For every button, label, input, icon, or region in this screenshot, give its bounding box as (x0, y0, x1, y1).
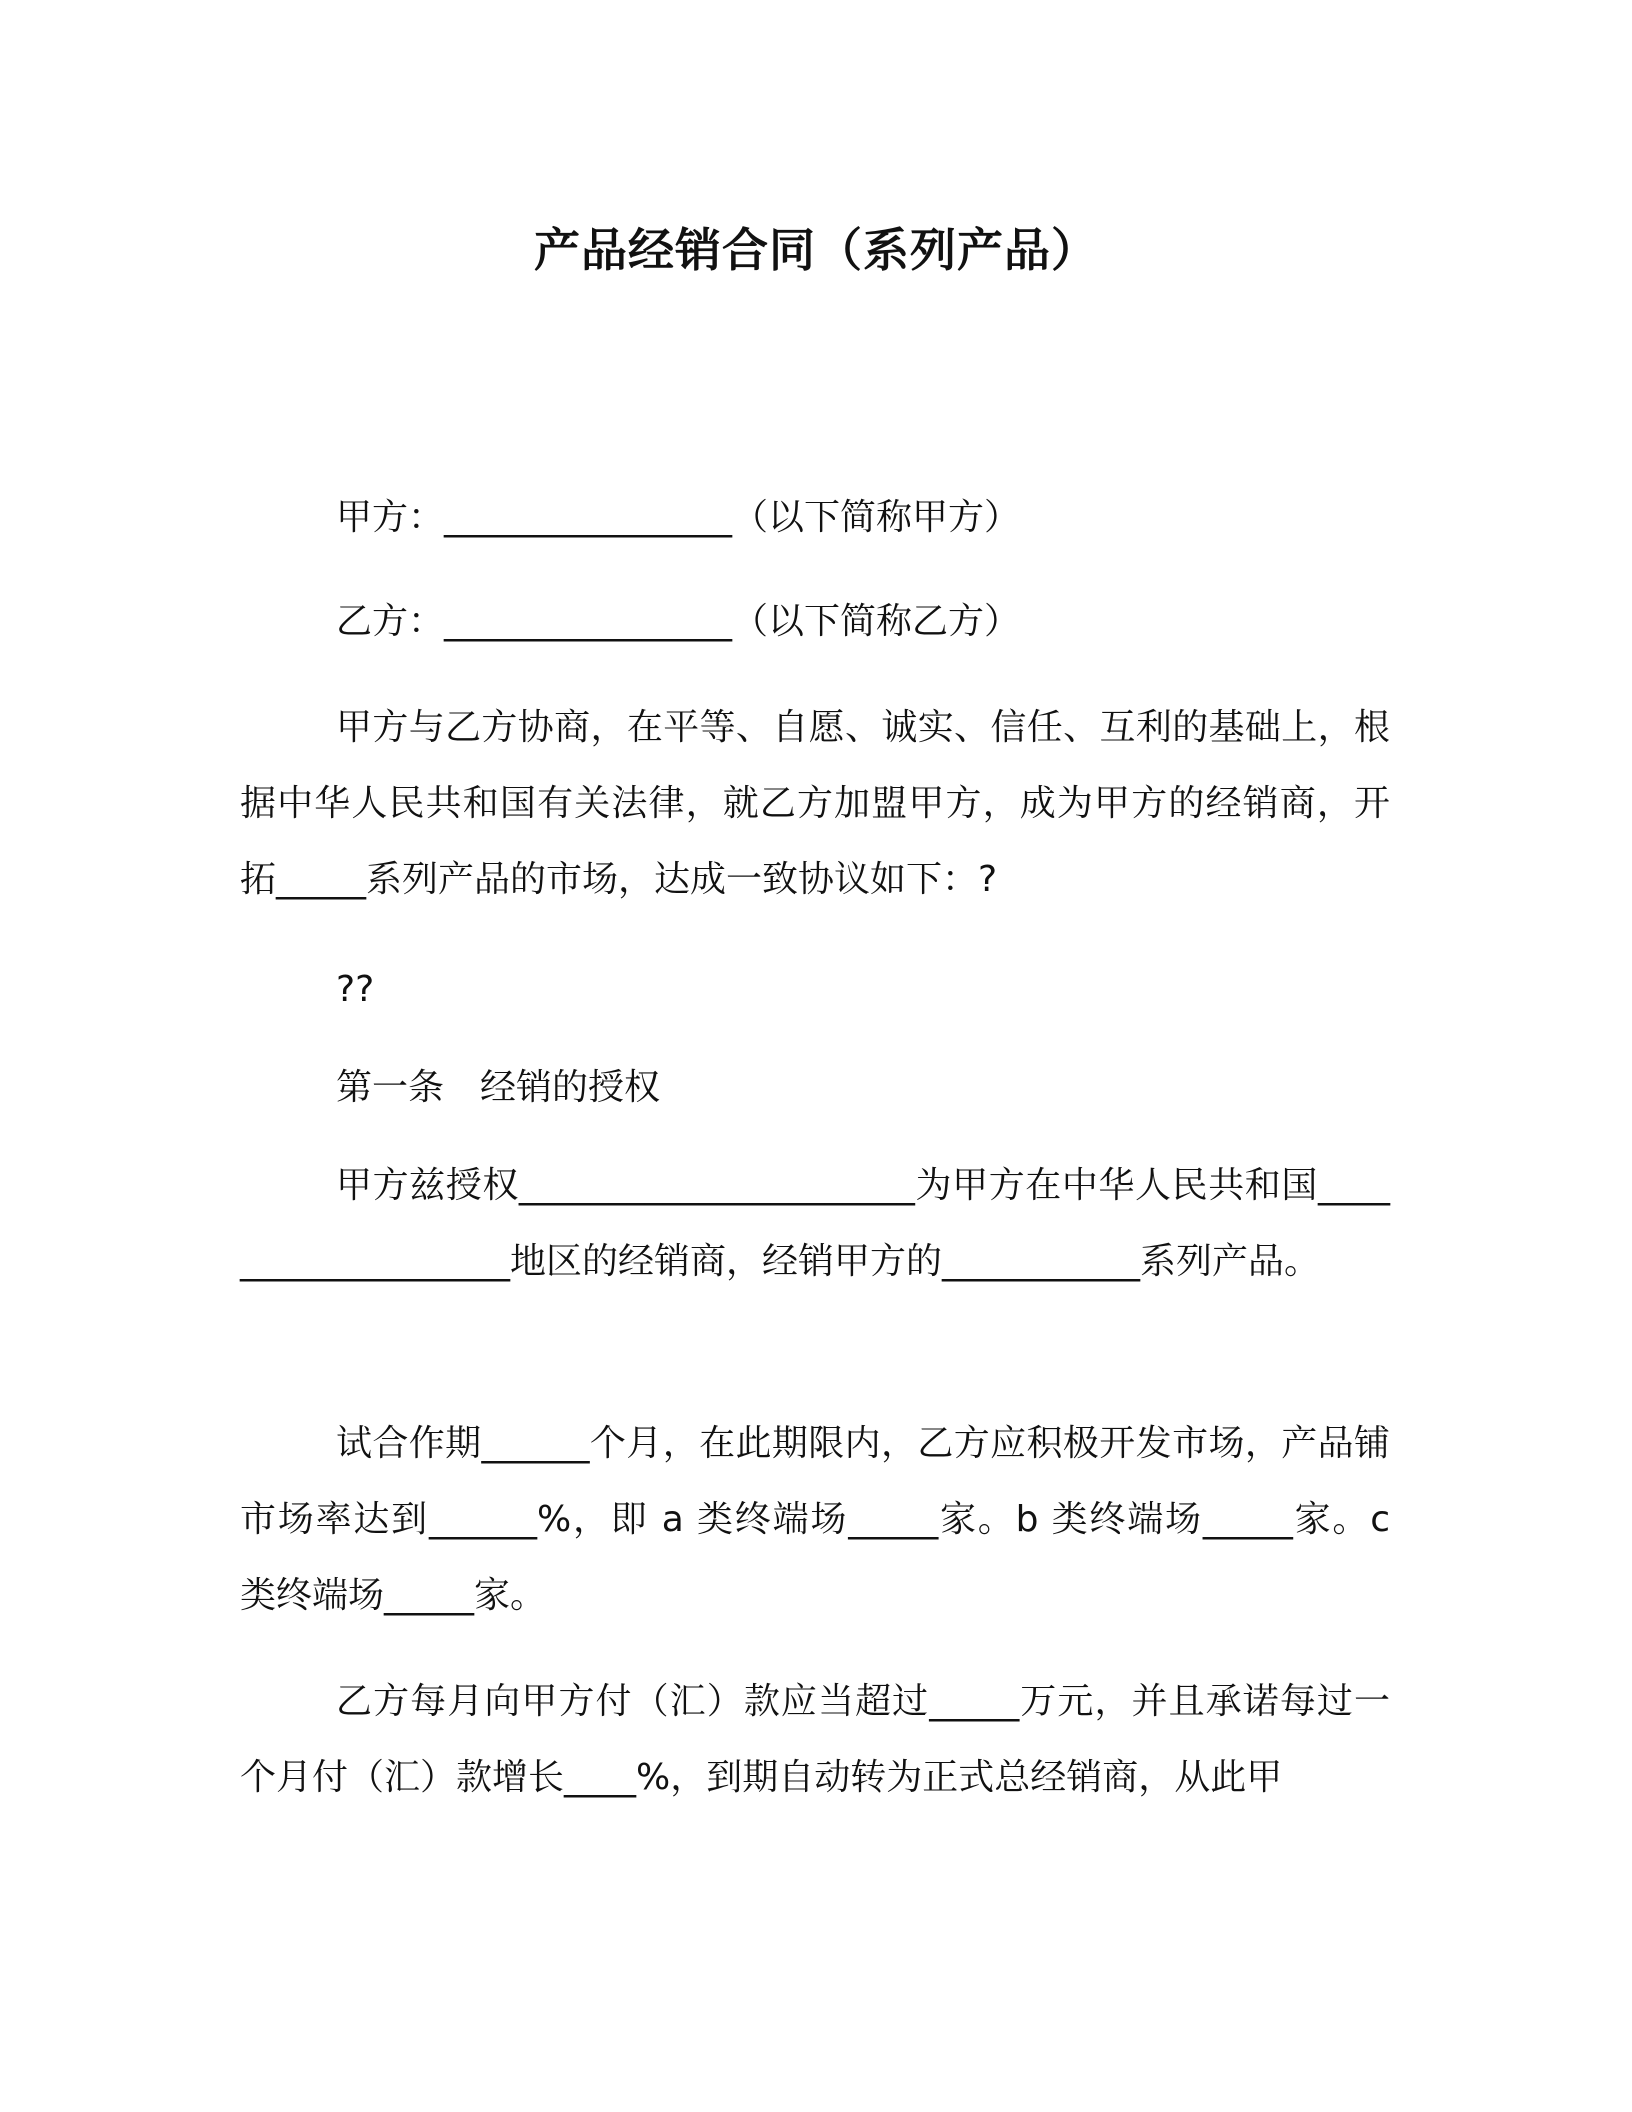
preamble-paragraph: 甲方与乙方协商，在平等、自愿、诚实、信任、互利的基础上，根据中华人民共和国有关法律，就乙方加盟甲方，成为甲方的经销商，开拓_____系列产品的市场，达成一致协议如下：? (240, 707, 1390, 900)
party-b-line: 乙方：________________（以下简称乙方） (336, 601, 1021, 642)
party-a-line: 甲方：________________（以下简称甲方） (336, 497, 1021, 538)
question-marks: ?? (336, 969, 375, 1010)
article-1-authorization-paragraph: 甲方兹授权______________________为甲方在中华人民共和国___________________地区的经销商，经销甲方的___________系列产品。 (240, 1165, 1390, 1282)
article-1-payment-paragraph: 乙方每月向甲方付（汇）款应当超过_____万元，并且承诺每过一个月付（汇）款增长____%，到期自动转为正式总经销商，从此甲 (240, 1681, 1390, 1798)
document-title: 产品经销合同（系列产品） (534, 223, 1098, 277)
article-1-trial-period-paragraph: 试合作期______个月，在此期限内，乙方应积极开发市场，产品铺市场率达到______%，即 a 类终端场_____家。b 类终端场_____家。c 类终端场_____家。 (240, 1423, 1390, 1616)
article-1-heading: 第一条 经销的授权 (336, 1067, 661, 1108)
